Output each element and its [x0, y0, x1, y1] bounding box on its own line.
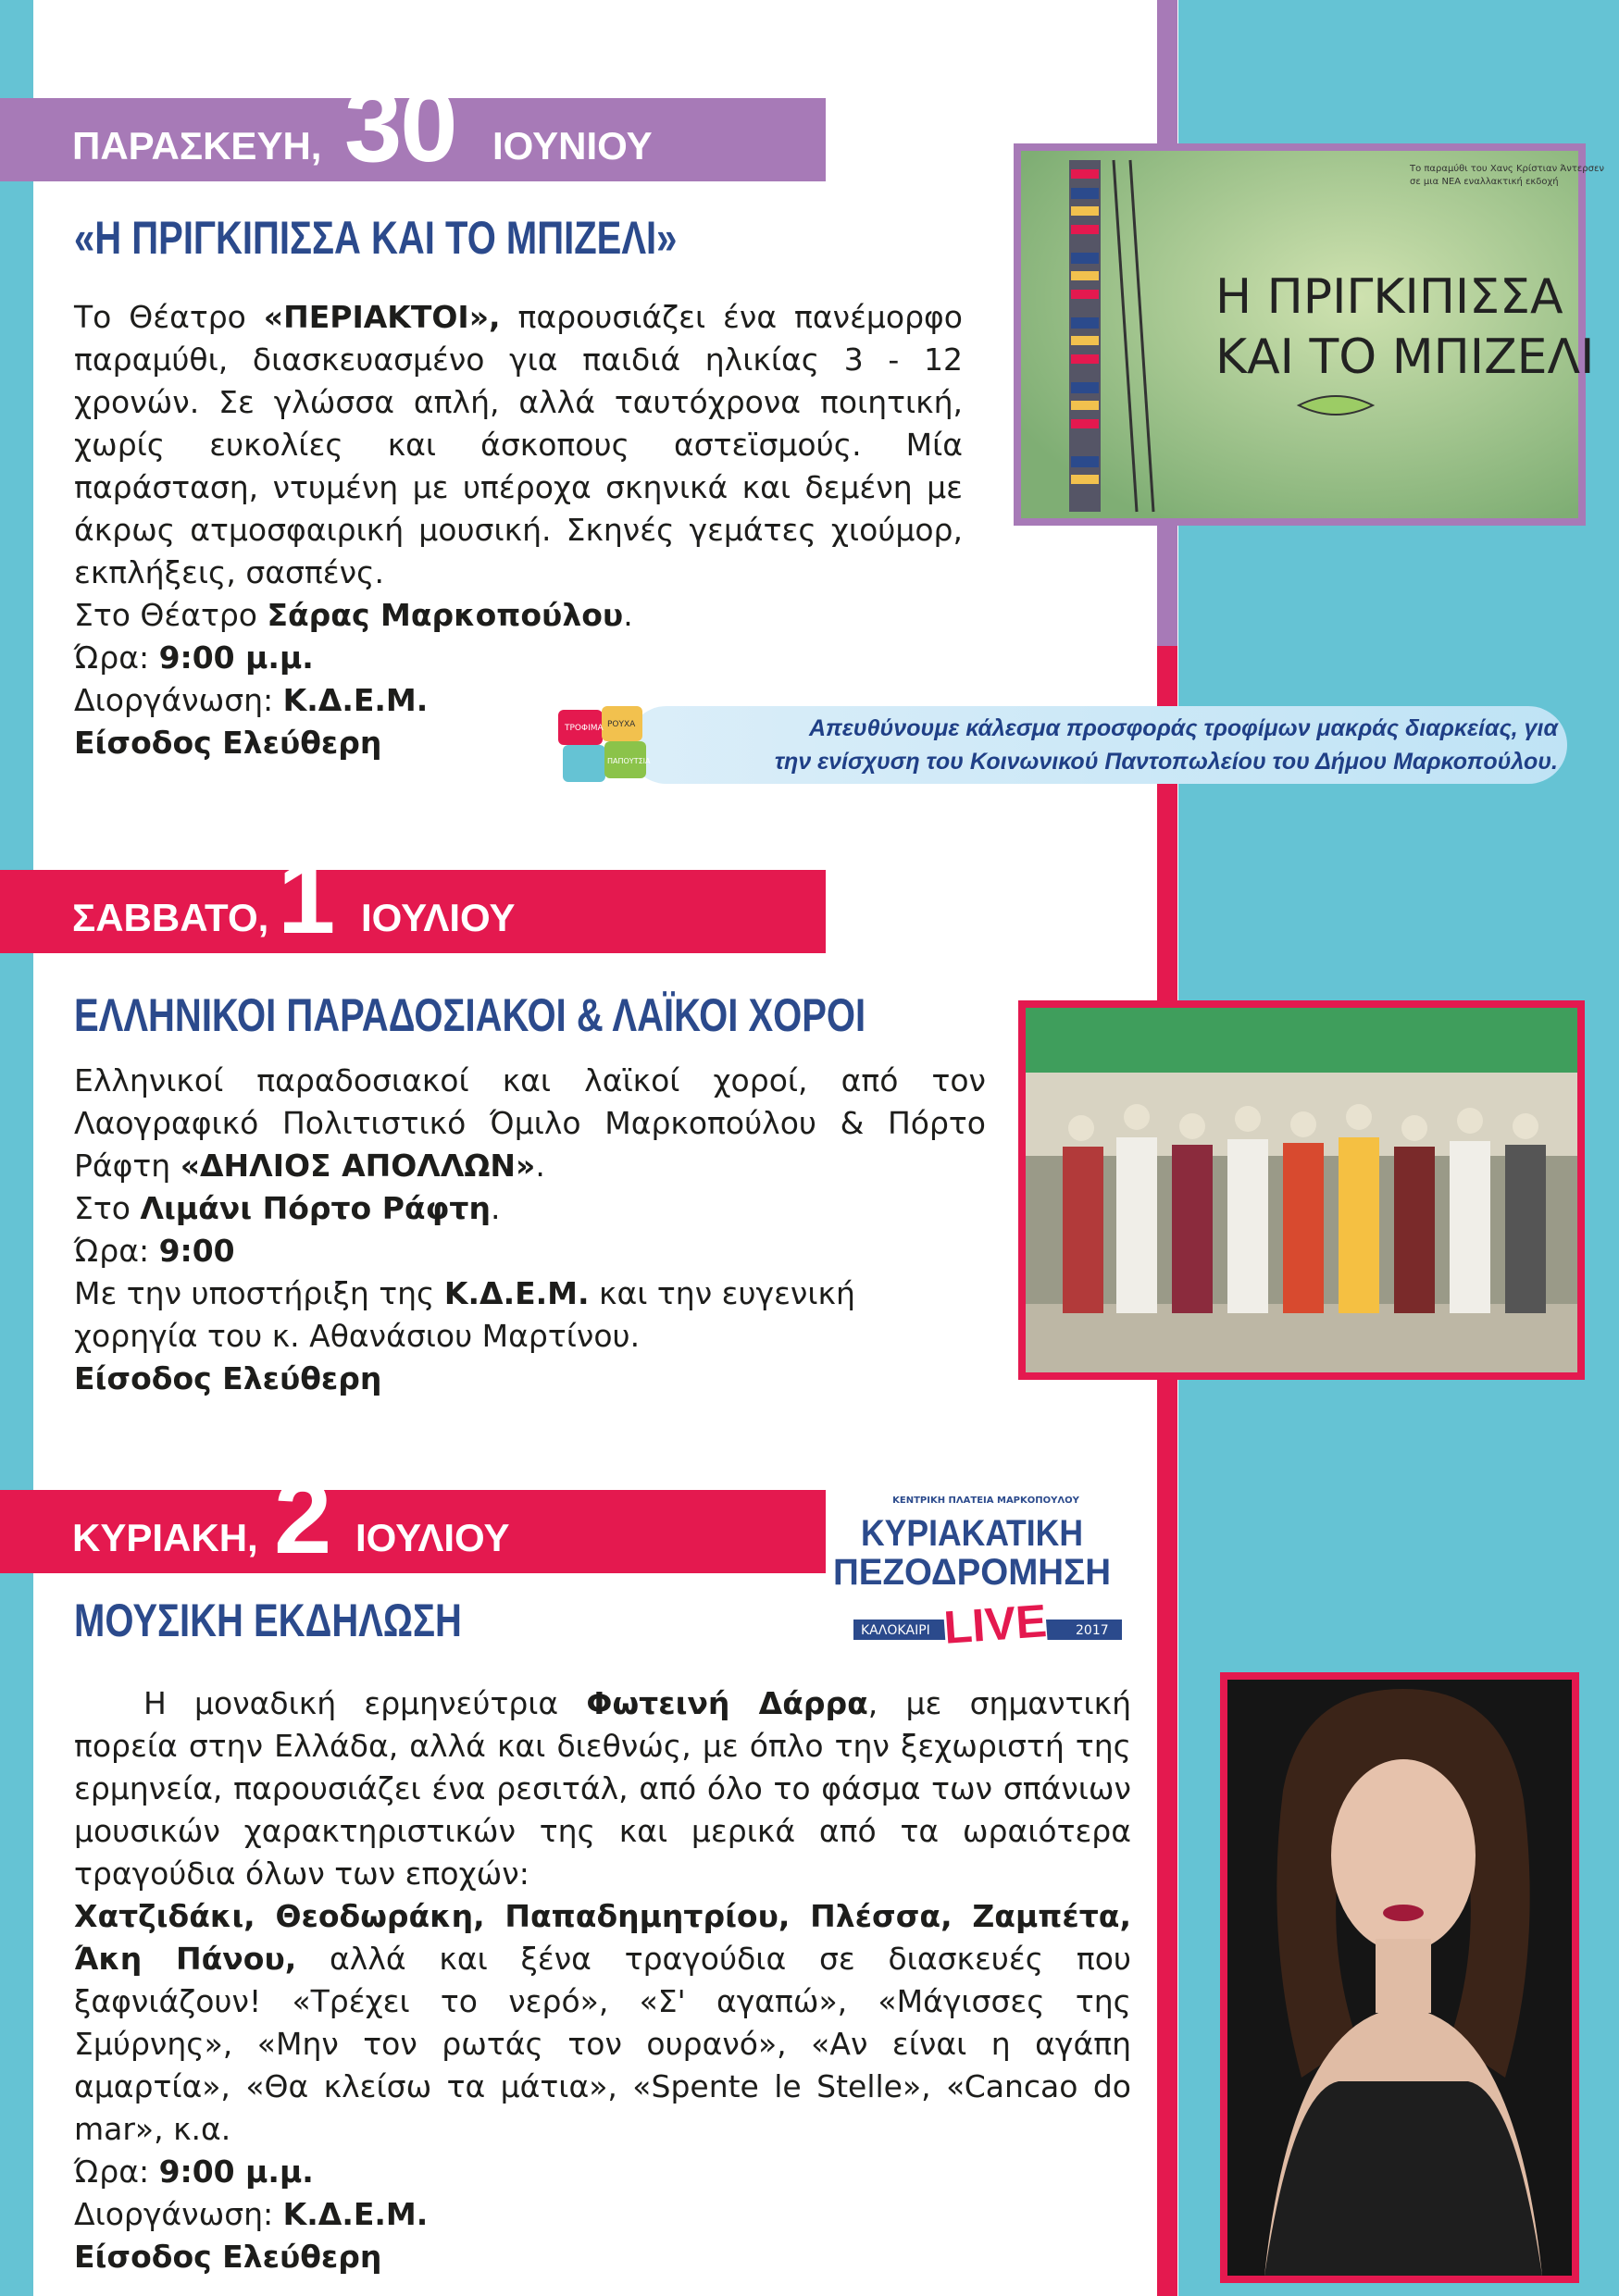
svg-text:ΚΑΛΟΚΑΙΡΙ: ΚΑΛΟΚΑΙΡΙ: [861, 1623, 930, 1638]
singer-portrait: [1220, 1672, 1579, 2283]
banner-month: ΙΟΥΝΙΟΥ: [492, 124, 653, 168]
left-cyan-margin: [0, 0, 33, 2296]
svg-text:ΡΟΥΧΑ: ΡΟΥΧΑ: [607, 720, 636, 729]
svg-text:2017: 2017: [1076, 1623, 1109, 1638]
event-description: Η μοναδική ερμηνεύτρια Φωτεινή Δάρρα, με σημαντική πορεία στην Ελλάδα, αλλά και διεθνώς, με όπλο την ξεχωριστή της ερμηνεία, παρουσιάζει ένα ρεσιτάλ, από όλο το φάσμα των σπάνιων μουσικών χαρακτηριστικών της και μερικά από τα ωραιότερα τραγούδια όλων των εποχών: Χατζιδάκι, Θεοδωράκη, Παπαδημητρίου, Πλέσσα, Ζαμπέτα, Άκη Πάνου, αλλά και ξένα τραγούδια σε διασκευές που ξαφνιάζουν! «Τρέχει το νερό», «Σ' αγαπώ», «Μάγισσες της Σμύρνης», «Μην τον ρωτάς τον ουρανό», «Αν είναι η αγάπη αμαρτία», «Θα κλείσω τα μάτια», «Spente le Stelle», «Cancao do mar», κ.α. Ώρα: 9:00 μ.μ. Διοργάνωση: Κ.Δ.Ε.Μ. Είσοδος Ελεύθερη: [74, 1685, 1132, 2275]
banner-month: ΙΟΥΛΙΟΥ: [361, 896, 516, 939]
event-title: ΜΟΥΣΙΚΗ ΕΚΔΗΛΩΣΗ: [74, 1595, 462, 1646]
banner-date-number: 2: [274, 1459, 330, 1575]
princess-pea-poster: [1014, 143, 1604, 526]
poster-title-line2: ΚΑΙ ΤΟ ΜΠΙΖΕΛΙ: [1215, 329, 1595, 385]
puzzle-icon: [554, 699, 655, 791]
dance-group-photo: [1018, 1000, 1585, 1380]
food-donation-notice: [554, 699, 1572, 791]
red-divider-stripe: [1157, 646, 1177, 2296]
date-banner-saturday: [0, 839, 826, 955]
entry-free: Είσοδος Ελεύθερη: [74, 725, 382, 761]
event-description: Το Θέατρο «ΠΕΡΙΑΚΤΟΙ», παρουσιάζει ένα πανέμορφο παραμύθι, διασκευασμένο για παιδιά ηλικίας 3 - 12 χρονών. Σε γλώσσα απλή, αλλά ταυτόχρονα ποιητική, χωρίς ευκολίες και άσκοπους αστεϊσμούς. Μία παράσταση, ντυμένη με υπέροχα σκηνικά και δεμένη με άκρως ατμοσφαιρική μουσική. Σκηνές γεμάτες χιούμορ, εκπλήξεις, σασπένς. Στο Θέατρο Σάρας Μαρκοπούλου. Ώρα: 9:00 μ.μ. Διοργάνωση: Κ.Δ.Ε.Μ. Είσοδος Ελεύθερη: [74, 299, 963, 761]
svg-text:ΚΕΝΤΡΙΚΗ ΠΛΑΤΕΙΑ ΜΑΡΚΟΠΟΥΛΟΥ: ΚΕΝΤΡΙΚΗ ΠΛΑΤΕΙΑ ΜΑΡΚΟΠΟΥΛΟΥ: [892, 1496, 1079, 1506]
event-title: ΕΛΛΗΝΙΚΟΙ ΠΑΡΑΔΟΣΙΑΚΟΙ & ΛΑΪΚΟΙ ΧΟΡΟΙ: [74, 989, 866, 1041]
date-banner-friday: [0, 68, 826, 183]
poster-title-line1: Η ΠΡΙΓΚΙΠΙΣΣΑ: [1215, 269, 1563, 325]
banner-month: ΙΟΥΛΙΟΥ: [355, 1516, 510, 1559]
svg-text:LIVE: LIVE: [941, 1595, 1049, 1654]
banner-day: ΣΑΒΒΑΤΟ,: [72, 896, 269, 939]
entry-free: Είσοδος Ελεύθερη: [74, 1360, 382, 1396]
sunday-pedestrian-live-logo: [833, 1490, 1139, 1670]
poster-subtitle: Το παραμύθι του Χανς Κρίστιαν Άντερσεν: [1410, 164, 1604, 174]
date-banner-sunday: [0, 1459, 826, 1575]
banner-date-number: 30: [344, 68, 456, 183]
poster-illustration: [1021, 151, 1604, 518]
notice-text: Απευθύνουμε κάλεσμα προσφοράς τροφίμων μακράς διαρκείας, για την ενίσχυση του Κοινωνικού Παντοπωλείου του Δήμου Μαρκοπούλου.: [774, 715, 1558, 775]
svg-text:ΤΡΟΦΙΜΑ: ΤΡΟΦΙΜΑ: [565, 724, 604, 733]
svg-text:ΚΥΡΙΑΚΑΤΙΚΗ: ΚΥΡΙΑΚΑΤΙΚΗ: [861, 1513, 1083, 1554]
entry-free: Είσοδος Ελεύθερη: [74, 2239, 382, 2275]
banner-day: ΠΑΡΑΣΚΕΥΗ,: [72, 124, 322, 168]
banner-day: ΚΥΡΙΑΚΗ,: [72, 1516, 258, 1559]
svg-text:ΠΑΠΟΥΤΣΙΑ: ΠΑΠΟΥΤΣΙΑ: [607, 757, 651, 765]
event-description: Ελληνικοί παραδοσιακοί και λαϊκοί χοροί, από τον Λαογραφικό Πολιτιστικό Όμιλο Μαρκοπούλου & Πόρτο Ράφτη «ΔΗΛΙΟΣ ΑΠΟΛΛΩΝ». Στο Λιμάνι Πόρτο Ράφτη. Ώρα: 9:00 Με την υποστήριξη της Κ.Δ.Ε.Μ. και την ευγενική χορηγία του κ. Αθανάσιου Μαρτίνου. Είσοδος Ελεύθερη: [74, 1062, 986, 1396]
svg-text:ΠΕΖΟΔΡΟΜΗΣΗ: ΠΕΖΟΔΡΟΜΗΣΗ: [833, 1552, 1111, 1593]
poster-subtitle-2: σε μια ΝΕΑ εναλλακτική εκδοχή: [1410, 177, 1559, 187]
event-title: «Η ΠΡΙΓΚΙΠΙΣΣΑ ΚΑΙ ΤΟ ΜΠΙΖΕΛΙ»: [74, 212, 678, 264]
banner-date-number: 1: [278, 839, 334, 955]
